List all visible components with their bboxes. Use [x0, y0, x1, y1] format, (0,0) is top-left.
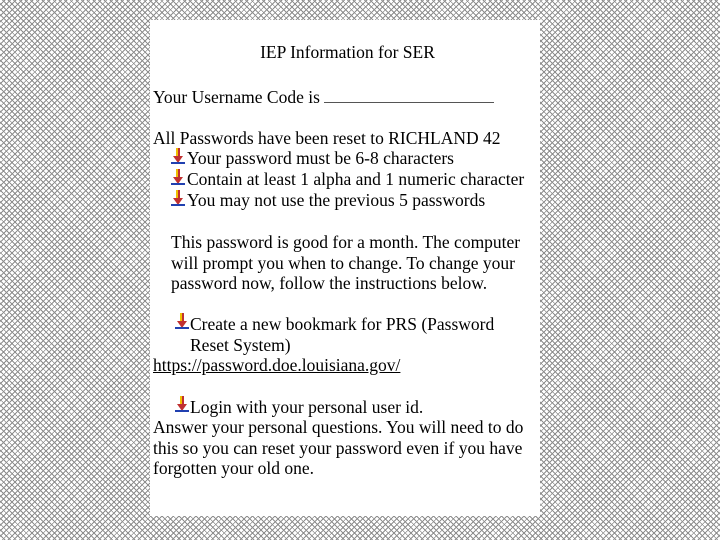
arrow-bullet-icon	[175, 313, 189, 331]
username-blank	[324, 102, 494, 103]
step-create-bookmark-cont: Reset System)	[190, 335, 291, 355]
username-label: Your Username Code is	[153, 87, 320, 107]
step-create-bookmark: Create a new bookmark for PRS (Password	[190, 314, 495, 334]
step-login: Login with your personal user id.	[190, 397, 424, 417]
closing-line: this so you can reset your password even if you have	[153, 438, 523, 458]
paragraph-line: password now, follow the instructions below.	[171, 273, 488, 293]
arrow-bullet-icon	[171, 169, 185, 187]
password-reset-link[interactable]: https://password.doe.louisiana.gov/	[153, 355, 401, 375]
rule-item: Your password must be 6-8 characters	[187, 148, 454, 168]
paragraph-line: will prompt you when to change. To change your	[171, 253, 516, 273]
closing-line: Answer your personal questions. You will need to do	[153, 417, 524, 437]
arrow-bullet-icon	[175, 396, 189, 414]
arrow-bullet-icon	[171, 148, 185, 166]
reset-notice: All Passwords have been reset to RICHLAND 42	[153, 128, 501, 148]
rule-item: You may not use the previous 5 passwords	[187, 190, 486, 210]
closing-line: forgotten your old one.	[153, 458, 315, 478]
paragraph-line: This password is good for a month. The computer	[171, 232, 521, 252]
rule-item: Contain at least 1 alpha and 1 numeric character	[187, 169, 525, 189]
username-line	[153, 87, 494, 107]
document-title: IEP Information for SER	[260, 42, 435, 62]
arrow-bullet-icon	[171, 190, 185, 208]
